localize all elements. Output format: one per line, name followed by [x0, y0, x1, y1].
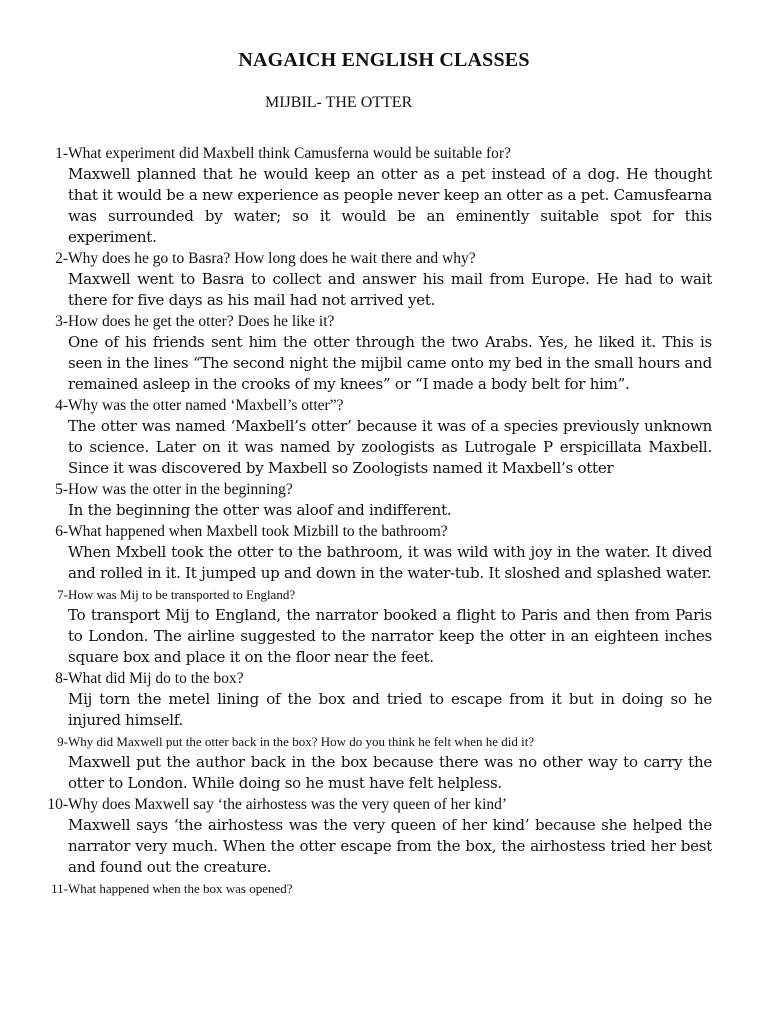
answer-text: Maxwell went to Basra to collect and answer his mail from Europe. He had to wait there for five days as his mail had not arrived yet.	[68, 270, 712, 309]
question-text: How was the otter in the beginning?	[68, 481, 293, 498]
question-text: How was Mij to be transported to England?	[68, 587, 296, 602]
question-number: 6-	[55, 523, 68, 540]
qa-item-9	[40, 731, 712, 794]
qa-body	[68, 878, 712, 899]
qa-body	[68, 731, 712, 794]
qa-body	[68, 479, 712, 521]
qa-body	[68, 794, 712, 878]
question-number: 2-	[55, 250, 68, 267]
qa-item-6	[40, 521, 712, 584]
question-text: What did Mij do to the box?	[68, 670, 244, 687]
qa-item-8	[40, 668, 712, 731]
question-number: 7-	[57, 587, 68, 602]
qa-body	[68, 668, 712, 731]
qa-body	[68, 248, 712, 311]
question-number: 8-	[55, 670, 68, 687]
question-text: What happened when Maxbell took Mizbill to the bathroom?	[68, 523, 448, 540]
question-number: 9-	[57, 734, 68, 749]
qa-body	[68, 521, 712, 584]
answer-text: Maxwell put the author back in the box because there was no other way to carry the otter to London. While doing so he must have felt helpless.	[68, 753, 712, 792]
qa-body	[68, 311, 712, 395]
answer-text: Mij torn the metel lining of the box and tried to escape from it but in doing so he injured himself.	[68, 690, 712, 729]
page-title: NAGAICH ENGLISH CLASSES	[238, 49, 530, 71]
qa-item-4	[40, 395, 712, 479]
answer-text: Maxwell says ‘the airhostess was the very queen of her kind’ because she helped the narrator very much. When the otter escape from the box, the airhostess tried her best and found out the creature.	[68, 816, 712, 876]
qa-body	[68, 395, 712, 479]
question-text: Why did Maxwell put the otter back in the box? How do you think he felt when he did it?	[68, 734, 535, 749]
answer-text: When Mxbell took the otter to the bathroom, it was wild with joy in the water. It dived and rolled in it. It jumped up and down in the water-tub. It sloshed and splashed water.	[68, 543, 712, 582]
answer-text: One of his friends sent him the otter through the two Arabs. Yes, he liked it. This is seen in the lines “The second night the mijbil came onto my bed in the small hours and remained asleep in the crooks of my knees” or “I made a body belt for him”.	[68, 333, 712, 393]
answer-text: Maxwell planned that he would keep an otter as a pet instead of a dog. He thought that it would be a new experience as people never keep an otter as a pet. Camusfearna was surrounded by water; so it would be an eminently suitable spot for this experiment.	[68, 165, 712, 246]
qa-item-10	[40, 794, 712, 878]
question-text: How does he get the otter? Does he like it?	[68, 313, 335, 330]
question-answer-list	[40, 143, 712, 899]
qa-body	[68, 143, 712, 248]
question-number: 3-	[55, 313, 68, 330]
qa-item-1	[40, 143, 712, 248]
answer-text: In the beginning the otter was aloof and indifferent.	[68, 501, 452, 519]
question-text: What happened when the box was opened?	[68, 881, 293, 896]
qa-item-5	[40, 479, 712, 521]
chapter-subtitle: MIJBIL- THE OTTER	[265, 94, 413, 111]
qa-body	[68, 584, 712, 668]
answer-text: To transport Mij to England, the narrator booked a flight to Paris and then from Paris to London. The airline suggested to the narrator keep the otter in an eighteen inches square box and place it on the floor near the feet.	[68, 606, 712, 666]
qa-item-11	[40, 878, 712, 899]
question-number: 10-	[47, 796, 68, 813]
question-text: Why does he go to Basra? How long does he wait there and why?	[68, 250, 476, 267]
answer-text: The otter was named ‘Maxbell’s otter’ because it was of a species previously unknown to science. Later on it was named by zoologists as Lutrogale P erspicillata Maxbell. Since it was discovered by Maxbell so Zoologists named it Maxbell’s otter	[68, 417, 712, 477]
question-text: What experiment did Maxbell think Camusferna would be suitable for?	[68, 145, 511, 162]
question-text: Why was the otter named ‘Maxbell’s otter”?	[68, 397, 344, 414]
qa-item-3	[40, 311, 712, 395]
question-number: 4-	[55, 397, 68, 414]
qa-item-7	[40, 584, 712, 668]
question-number: 11-	[51, 881, 68, 896]
question-number: 5-	[55, 481, 68, 498]
question-number: 1-	[55, 145, 68, 162]
qa-item-2	[40, 248, 712, 311]
question-text: Why does Maxwell say ‘the airhostess was the very queen of her kind’	[68, 796, 508, 813]
